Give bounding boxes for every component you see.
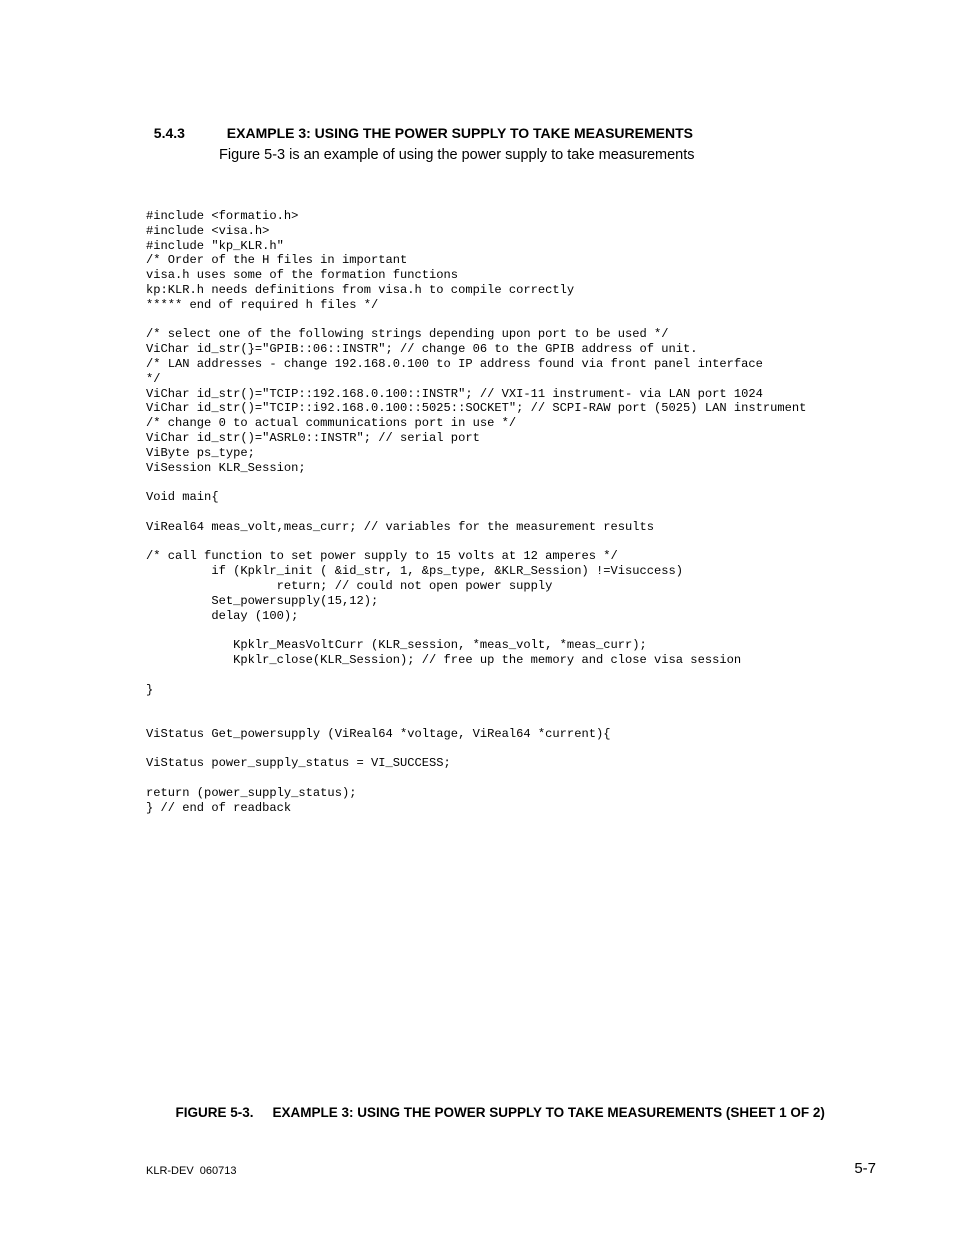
code-line: ViChar id_str(}="GPIB::06::INSTR"; // change 06 to the GPIB address of unit. [146,342,698,357]
code-line: return; // could not open power supply [146,578,553,593]
code-line [146,313,806,328]
code-line: visa.h uses some of the formation functions [146,268,459,283]
code-line [146,623,806,638]
code-line: Void main{ [146,490,219,505]
code-line: Kpklr_MeasVoltCurr (KLR_session, *meas_volt, *meas_curr); [146,638,647,653]
code-line: ViChar id_str()="TCIP::192.168.0.100::INSTR"; // VXI-11 instrument- via LAN port 1024 [146,386,763,401]
code-line: ***** end of required h files */ [146,297,379,312]
code-line: #include "kp_KLR.h" [146,238,284,253]
code-line: return (power_supply_status); [146,786,357,801]
footer-doc-id: KLR-DEV 060713 [146,1165,237,1177]
code-line [146,505,806,520]
code-line: /* change 0 to actual communications port in use */ [146,416,517,431]
code-line: ViChar id_str()="TCIP::i92.168.0.100::5025::SOCKET"; // SCPI-RAW port (5025) LAN instrument [146,401,807,416]
code-line: delay (100); [146,608,299,623]
code-line: /* Order of the H files in important [146,253,408,268]
code-line: ViSession KLR_Session; [146,460,306,475]
code-line: /* select one of the following strings depending upon port to be used */ [146,327,669,342]
code-line: */ [146,371,161,386]
code-line [146,712,806,727]
section-number: 5.4.3 [153,125,185,141]
code-line: #include <visa.h> [146,223,270,238]
code-line [146,535,806,550]
code-line: } [146,682,154,697]
code-line: kp:KLR.h needs definitions from visa.h to compile correctly [146,282,575,297]
code-line: /* LAN addresses - change 192.168.0.100 to IP address found via front panel interface [146,356,763,371]
code-line: ViReal64 meas_volt,meas_curr; // variables for the measurement results [146,519,655,534]
code-line [146,475,806,490]
section-heading [146,108,693,142]
code-line: if (Kpklr_init ( &id_str, 1, &ps_type, &KLR_Session) !=Visuccess) [146,564,684,579]
code-line: Kpklr_close(KLR_Session); // free up the memory and close visa session [146,652,742,667]
code-line: ViStatus power_supply_status = VI_SUCCESS; [146,756,451,771]
code-line [146,697,806,712]
code-line: Set_powersupply(15,12); [146,593,379,608]
figure-caption [168,1087,825,1121]
code-line: } // end of readback [146,800,292,815]
code-line [146,771,806,786]
code-line [146,742,806,757]
section-title: EXAMPLE 3: USING THE POWER SUPPLY TO TAKE MEASUREMENTS [226,125,693,141]
figure-label: FIGURE 5-3. [175,1105,254,1120]
code-line: #include <formatio.h> [146,209,299,223]
code-line: ViStatus Get_powersupply (ViReal64 *voltage, ViReal64 *current){ [146,726,611,741]
code-line: ViByte ps_type; [146,445,255,460]
code-line: /* call function to set power supply to 15 volts at 12 amperes */ [146,549,618,564]
code-line [146,668,806,683]
intro-paragraph: Figure 5-3 is an example of using the power supply to take measurements [219,147,695,163]
code-listing [146,209,806,816]
code-line: ViChar id_str()="ASRL0::INSTR"; // serial port [146,430,480,445]
footer-page-number: 5-7 [854,1160,876,1177]
figure-title: EXAMPLE 3: USING THE POWER SUPPLY TO TAKE MEASUREMENTS (SHEET 1 OF 2) [272,1105,825,1120]
